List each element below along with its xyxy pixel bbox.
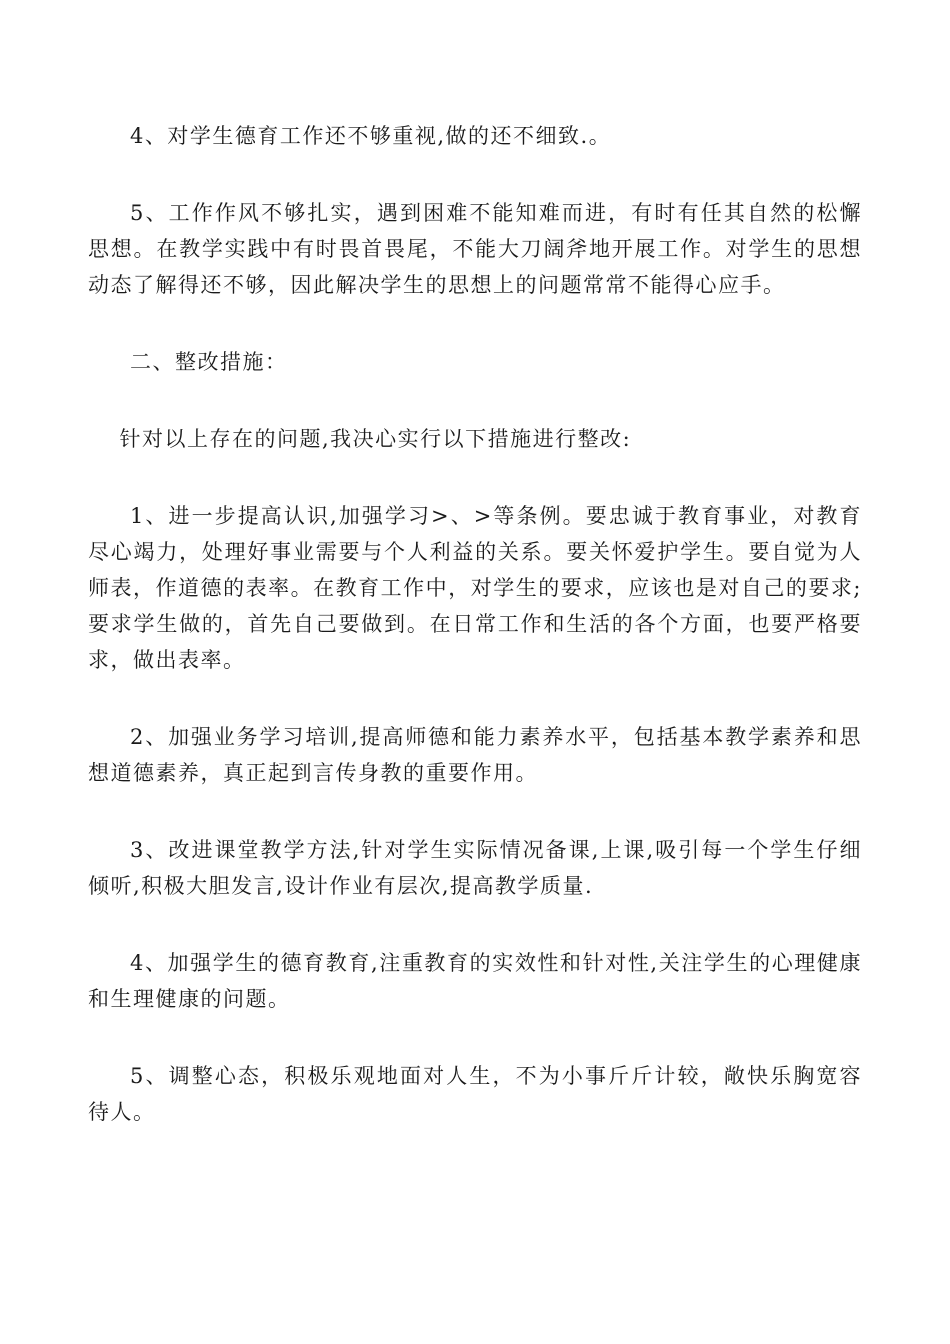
paragraph-measure-1: 1、进一步提高认识,加强学习>、>等条例。要忠诚于教育事业，对教育尽心竭力，处理好事业需要与个人利益的关系。要关怀爱护学生。要自觉为人师表，作道德的表率。在教育工作中，对学生的要求，应该也是对自己的要求;要求学生做的，首先自己要做到。在日常工作和生活的各个方面，也要严格要求，做出表率。 — [88, 504, 862, 672]
paragraph-measure-2: 2、加强业务学习培训,提高师德和能力素养水平，包括基本教学素养和思想道德素养，真正起到言传身教的重要作用。 — [88, 725, 862, 785]
paragraph-problem-5: 5、工作作风不够扎实，遇到困难不能知难而进，有时有任其自然的松懈思想。在教学实践中有时畏首畏尾，不能大刀阔斧地开展工作。对学生的思想动态了解得还不够，因此解决学生的思想上的问题常常不能得心应手。 — [88, 201, 862, 297]
document-page — [88, 118, 862, 1171]
paragraph-intro: 针对以上存在的问题,我决心实行以下措施进行整改: — [119, 427, 632, 451]
paragraph-measure-5: 5、调整心态，积极乐观地面对人生，不为小事斤斤计较，敞快乐胸宽容待人。 — [88, 1064, 862, 1124]
paragraph-measure-3: 3、改进课堂教学方法,针对学生实际情况备课,上课,吸引每一个学生仔细倾听,积极大胆发言,设计作业有层次,提高教学质量. — [88, 838, 862, 898]
paragraph-measure-4: 4、加强学生的德育教育,注重教育的实效性和针对性,关注学生的心理健康和生理健康的问题。 — [88, 951, 862, 1011]
paragraph-problem-4: 4、对学生德育工作还不够重视,做的还不细致.。 — [130, 124, 612, 148]
section-heading-rectification: 二、整改措施： — [130, 350, 288, 374]
